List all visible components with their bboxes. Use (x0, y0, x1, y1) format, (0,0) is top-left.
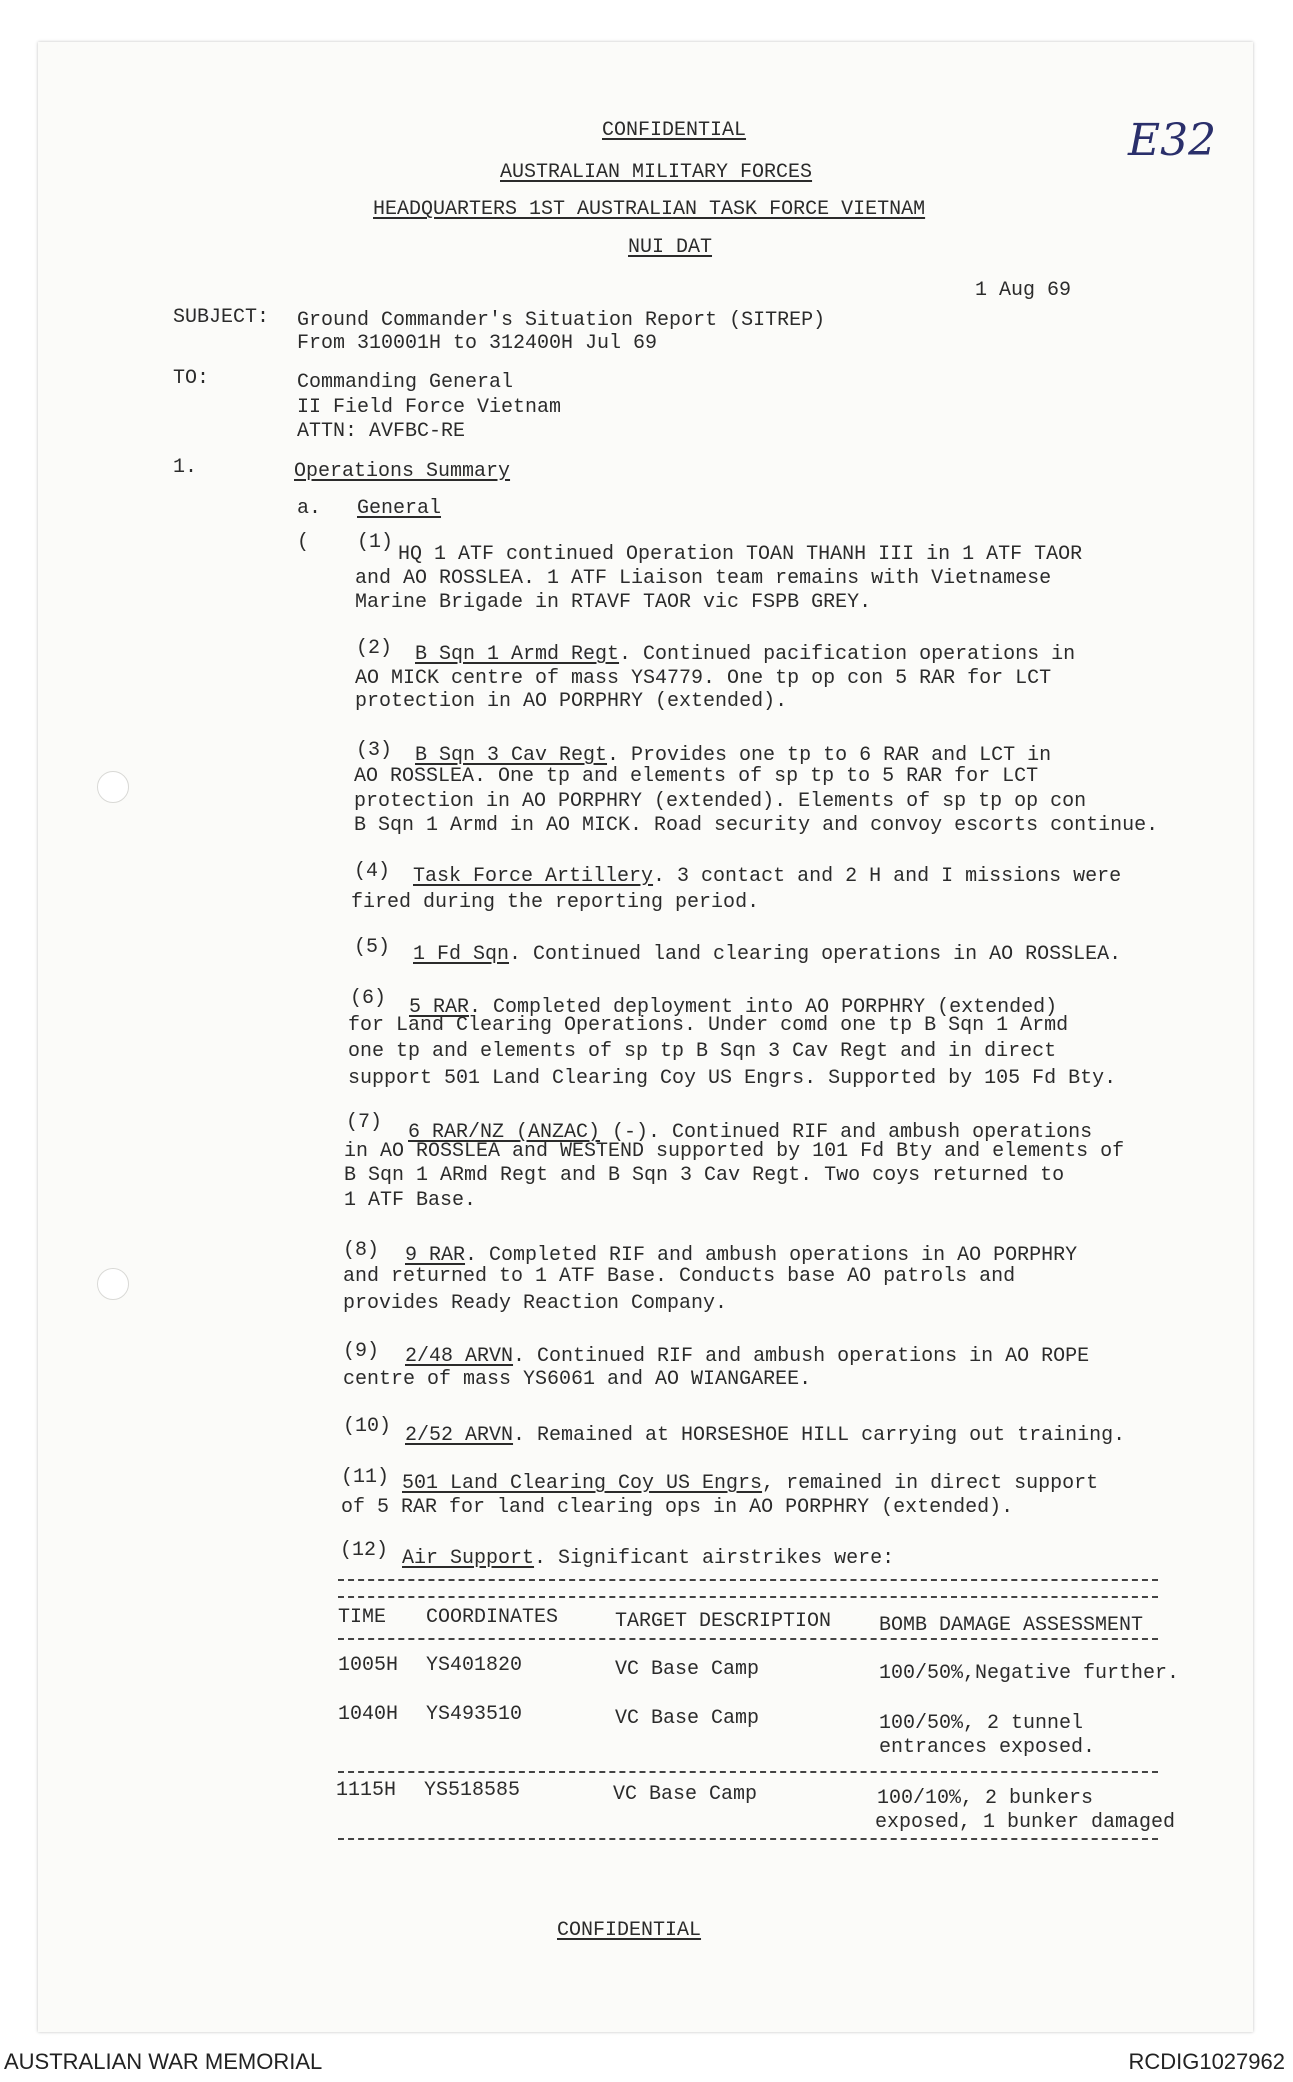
subject-line-1: Ground Commander's Situation Report (SITREP) (297, 309, 826, 332)
item-heading: 9 RAR (405, 1244, 466, 1267)
item-first-text: . Continued pacification operations in (619, 643, 1076, 666)
punch-hole-bottom (97, 1268, 129, 1300)
header-time: TIME (338, 1606, 387, 1629)
item-line: fired during the reporting period. (351, 891, 760, 914)
to-line-1: Commanding General (297, 371, 514, 394)
classification-bottom: CONFIDENTIAL (557, 1919, 702, 1942)
item-line: provides Ready Reaction Company. (343, 1292, 728, 1315)
cell-bda-2: entrances exposed. (879, 1736, 1096, 1759)
table-rule-header (338, 1638, 1158, 1640)
footer-catalogue-id: RCDIG1027962 (1128, 2049, 1285, 2074)
item-first-line (402, 1472, 1098, 1495)
subject-line-2: From 310001H to 312400H Jul 69 (297, 332, 658, 355)
item-first-text: . Completed deployment into AO PORPHRY (extended) (469, 996, 1058, 1019)
item-first-text: . Continued land clearing operations in AO ROSSLEA. (509, 943, 1122, 966)
item-number: (5) (354, 936, 391, 959)
item-number: (6) (350, 987, 387, 1010)
item-line: protection in AO PORPHRY (extended). (355, 690, 788, 713)
classification-top: CONFIDENTIAL (602, 119, 747, 142)
item-heading: 501 Land Clearing Coy US Engrs (402, 1472, 763, 1495)
item-first-line (405, 1345, 1089, 1368)
item-heading: B Sqn 1 Armd Regt (415, 643, 620, 666)
item-line: of 5 RAR for land clearing ops in AO PORPHRY (extended). (341, 1496, 1014, 1519)
item-first-text: . Remained at HORSESHOE HILL carrying out training. (513, 1424, 1126, 1447)
item-number: (1) (357, 531, 394, 554)
item-first-text: . 3 contact and 2 H and I missions were (653, 865, 1122, 888)
section-number: 1. (173, 456, 198, 479)
table-rule-top (338, 1579, 1158, 1581)
cell-target: VC Base Camp (613, 1783, 758, 1806)
location-heading: NUI DAT (628, 236, 713, 259)
item-heading: Task Force Artillery (413, 865, 654, 888)
item-heading: 1 Fd Sqn (413, 943, 510, 966)
item-line: Marine Brigade in RTAVF TAOR vic FSPB GREY. (355, 591, 872, 614)
subject-label: SUBJECT: (173, 306, 270, 329)
subsection-letter: a. (297, 497, 322, 520)
item-line: B Sqn 1 Armd in AO MICK. Road security and convoy escorts continue. (354, 814, 1159, 837)
item-number: (12) (340, 1539, 389, 1562)
item-line: AO ROSSLEA. One tp and elements of sp tp to 5 RAR for LCT (354, 765, 1039, 788)
item-line: AO MICK centre of mass YS4779. One tp op con 5 RAR for LCT (355, 667, 1052, 690)
item-line: centre of mass YS6061 and AO WIANGAREE. (343, 1368, 812, 1391)
cell-bda: 100/10%, 2 bunkers (877, 1787, 1094, 1810)
item-number: (3) (356, 739, 393, 762)
table-rule-top-2 (338, 1596, 1158, 1598)
item-first-line (405, 1424, 1125, 1447)
subsection-title: General (357, 497, 442, 520)
item-line: 1 ATF Base. (344, 1189, 477, 1212)
item-first-line (405, 1244, 1077, 1267)
item-first-text: . Provides one tp to 6 RAR and LCT in (607, 744, 1052, 767)
item-number: (7) (346, 1111, 383, 1134)
item-heading: 2/52 ARVN (405, 1424, 514, 1447)
item-first-text: (-). Continued RIF and ambush operations (600, 1121, 1093, 1144)
item-line: for Land Clearing Operations. Under comd one tp B Sqn 1 Armd (348, 1014, 1069, 1037)
item-first-text: . Significant airstrikes were: (534, 1547, 895, 1570)
item-line: protection in AO PORPHRY (extended). Elements of sp tp op con (354, 790, 1087, 813)
item-first-line (413, 865, 1121, 888)
item-heading: 2/48 ARVN (405, 1345, 514, 1368)
item-heading: Air Support (402, 1547, 535, 1570)
item-number: (2) (356, 637, 393, 660)
item-number: (8) (343, 1239, 380, 1262)
cell-coord: YS518585 (424, 1779, 521, 1802)
table-rule-bottom (338, 1838, 1158, 1840)
header-target: TARGET DESCRIPTION (615, 1610, 832, 1633)
item-line: in AO ROSSLEA and WESTEND supported by 101 Fd Bty and elements of (344, 1140, 1125, 1163)
item-heading: B Sqn 3 Cav Regt (415, 744, 608, 767)
footer-archive-name: AUSTRALIAN WAR MEMORIAL (4, 2049, 323, 2074)
to-label: TO: (173, 367, 210, 390)
hq-heading: HEADQUARTERS 1ST AUSTRALIAN TASK FORCE VIETNAM (373, 198, 926, 221)
item-first-line (415, 744, 1051, 767)
cell-bda: 100/50%, 2 tunnel (879, 1712, 1084, 1735)
item-line: and AO ROSSLEA. 1 ATF Liaison team remains with Vietnamese (355, 567, 1052, 590)
item-first-line (415, 643, 1075, 666)
item-number: (9) (343, 1340, 380, 1363)
item-number: (10) (343, 1415, 392, 1438)
cell-coord: YS401820 (426, 1654, 523, 1677)
section-title: Operations Summary (294, 460, 511, 483)
cell-coord: YS493510 (426, 1703, 523, 1726)
to-line-2: II Field Force Vietnam (297, 396, 562, 419)
cell-time: 1040H (338, 1703, 399, 1726)
item-heading: 6 RAR/NZ (ANZAC) (408, 1121, 601, 1144)
cell-target: VC Base Camp (615, 1707, 760, 1730)
item-heading: 5 RAR (409, 996, 470, 1019)
header-bda: BOMB DAMAGE ASSESSMENT (879, 1614, 1144, 1637)
item-first-line (413, 943, 1121, 966)
to-line-3: ATTN: AVFBC-RE (297, 420, 466, 443)
item-line: HQ 1 ATF continued Operation TOAN THANH III in 1 ATF TAOR (398, 543, 1083, 566)
org-heading: AUSTRALIAN MILITARY FORCES (500, 161, 813, 184)
item-line: B Sqn 1 ARmd Regt and B Sqn 3 Cav Regt. Two coys returned to (344, 1164, 1065, 1187)
item-first-text: . Continued RIF and ambush operations in AO ROPE (513, 1345, 1090, 1368)
cell-time: 1005H (338, 1654, 399, 1677)
margin-mark: ( (297, 531, 310, 554)
cell-bda-2: exposed, 1 bunker damaged (875, 1811, 1176, 1834)
punch-hole-top (97, 771, 129, 803)
header-coordinates: COORDINATES (426, 1606, 559, 1629)
item-line: one tp and elements of sp tp B Sqn 3 Cav Regt and in direct (348, 1040, 1057, 1063)
cell-time: 1115H (336, 1779, 397, 1802)
table-rule-mid (338, 1771, 1158, 1773)
item-first-text: . Completed RIF and ambush operations in AO PORPHRY (465, 1244, 1078, 1267)
item-number: (11) (341, 1466, 390, 1489)
handwritten-reference: E32 (1128, 115, 1217, 166)
item-first-text: , remained in direct support (762, 1472, 1099, 1495)
cell-target: VC Base Camp (615, 1658, 760, 1681)
item-line: support 501 Land Clearing Coy US Engrs. Supported by 105 Fd Bty. (348, 1067, 1117, 1090)
item-line: and returned to 1 ATF Base. Conducts base AO patrols and (343, 1265, 1016, 1288)
cell-bda: 100/50%,Negative further. (879, 1662, 1180, 1685)
item-number: (4) (354, 860, 391, 883)
item-first-line (402, 1547, 894, 1570)
document-date: 1 Aug 69 (975, 279, 1072, 302)
